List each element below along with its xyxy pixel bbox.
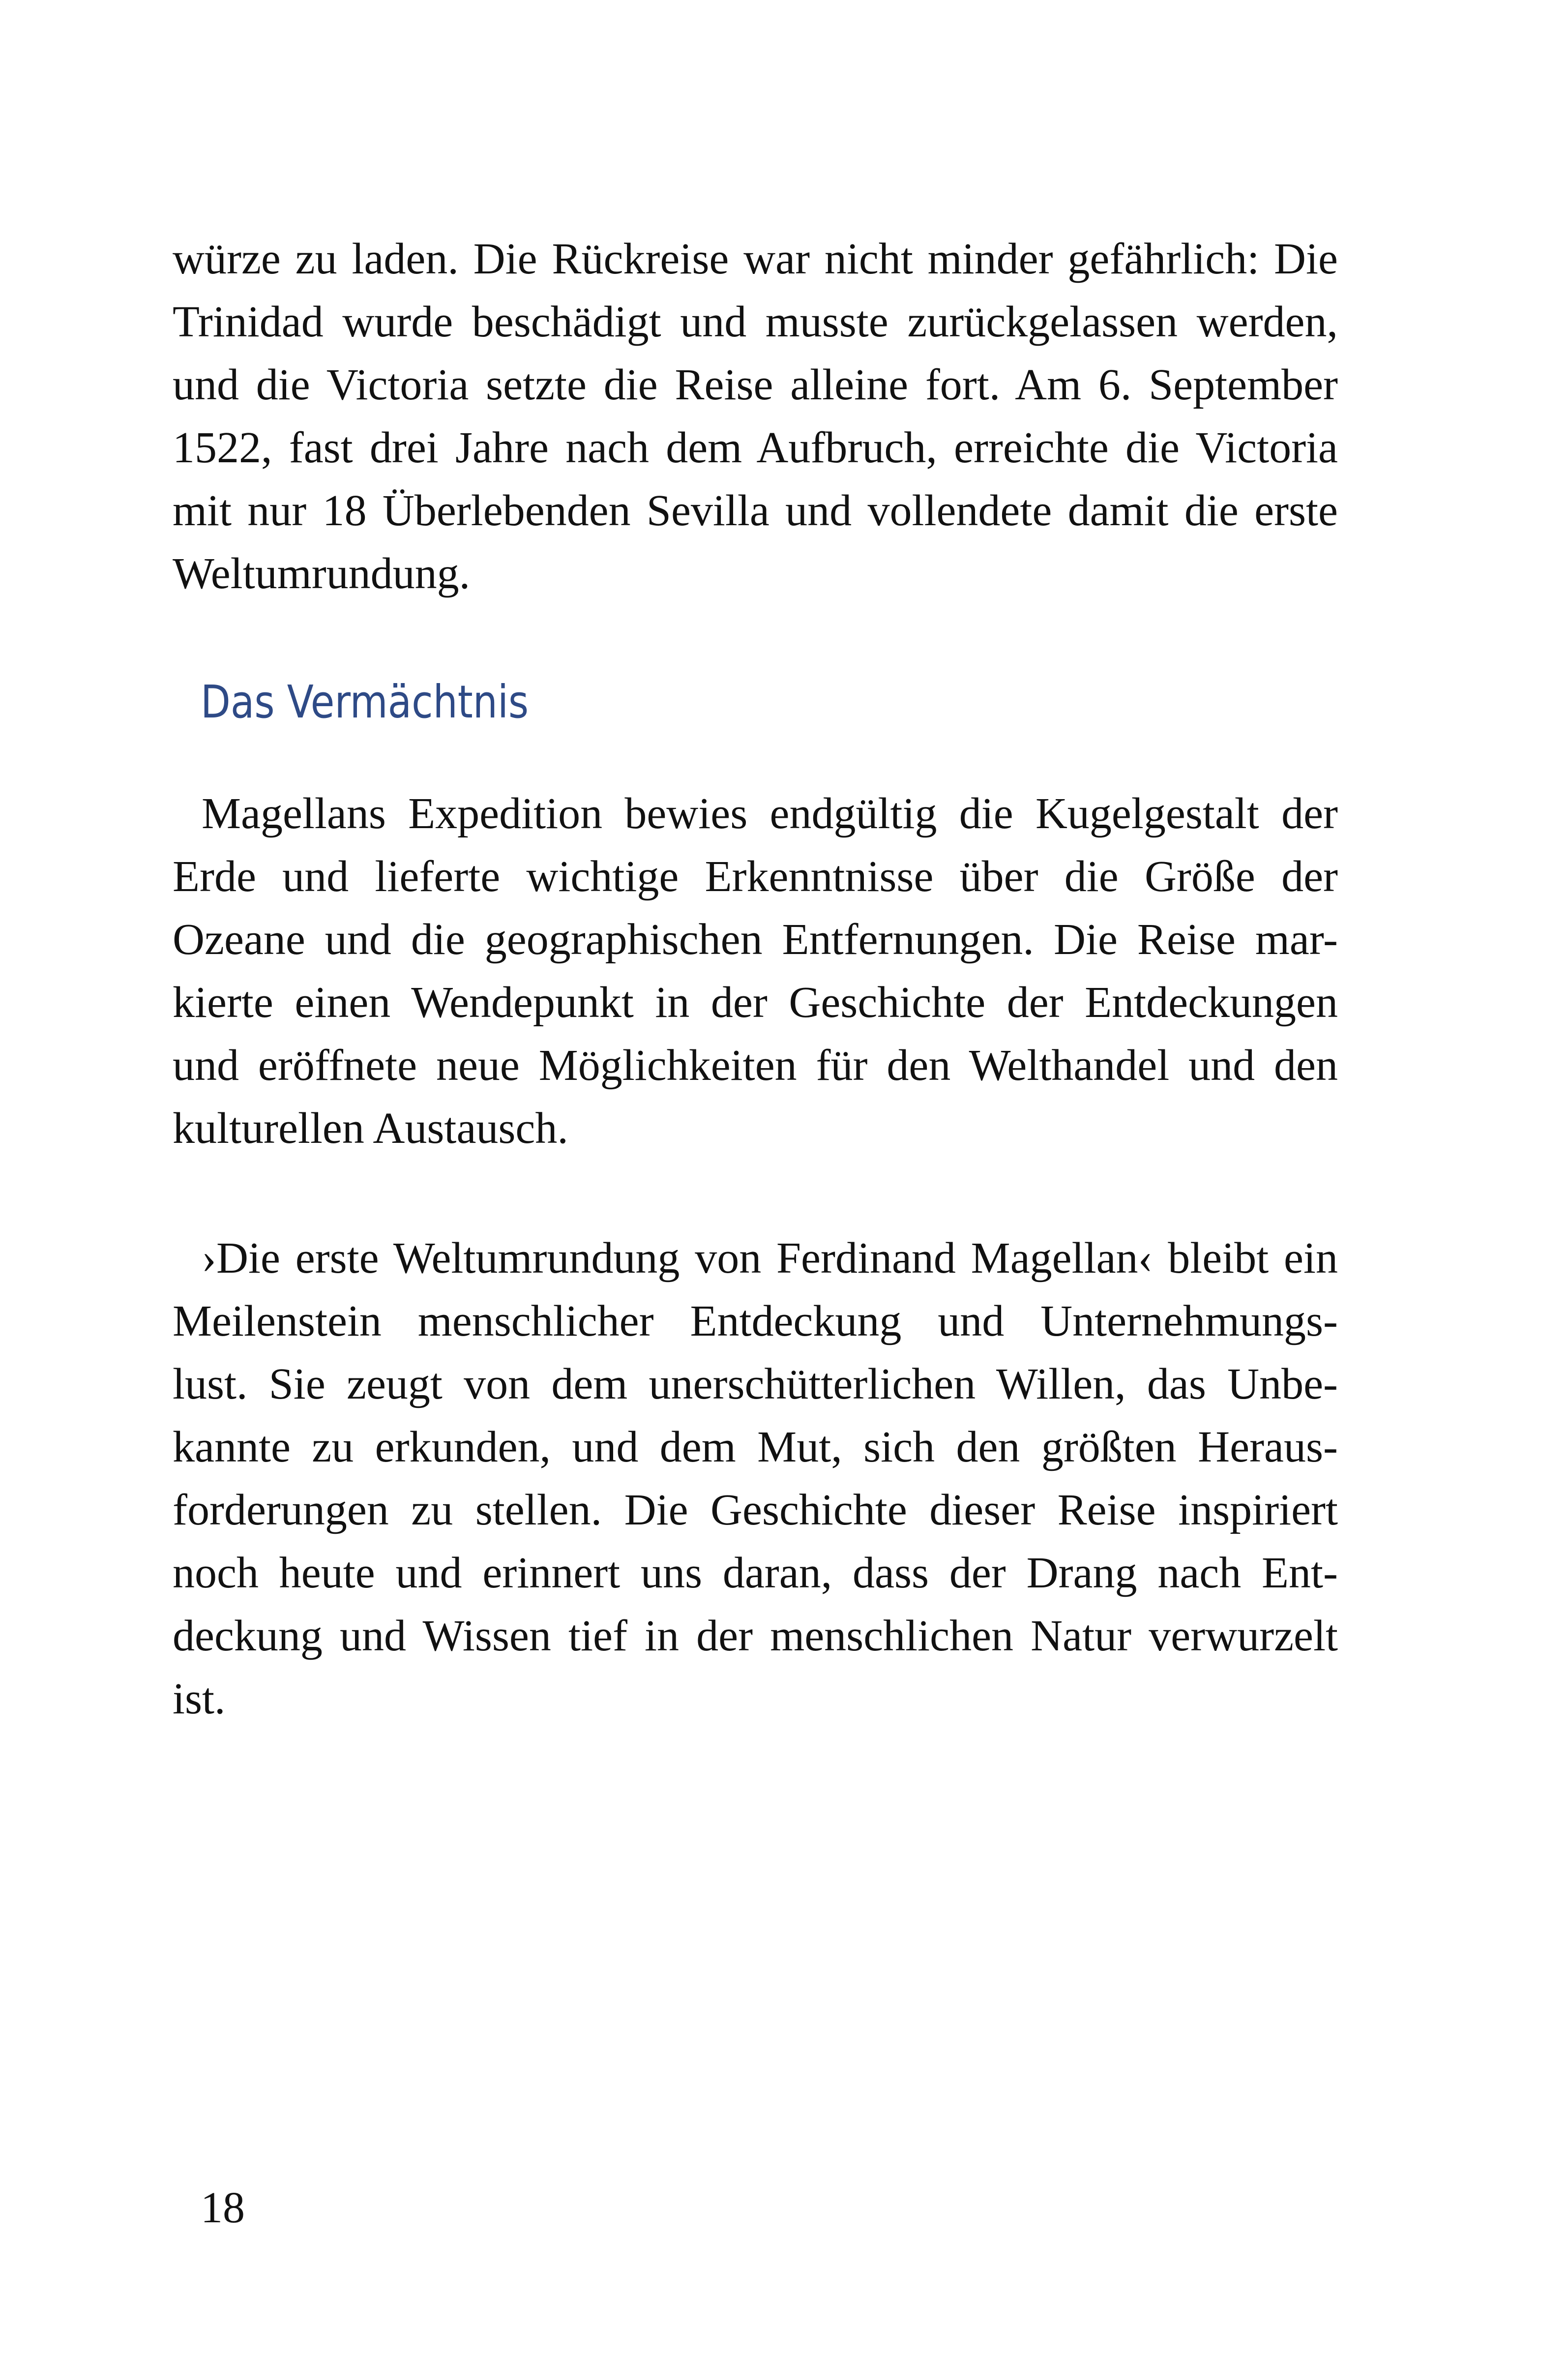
text-line: 1522, fast drei Jahre nach dem Aufbruch, erreichte die Victoria (173, 423, 1338, 472)
text-line: Erde und lieferte wichtige Erkenntnisse über die Größe der (173, 852, 1338, 901)
text-line: Magellans Expedition bewies endgültig die Kugelgestalt der (202, 789, 1338, 838)
text-line: kulturellen Austausch. (173, 1104, 568, 1153)
text-line: Meilenstein menschlicher Entdeckung und Unternehmungs- (173, 1297, 1338, 1345)
text-line: noch heute und erinnert uns daran, dass der Drang nach Ent- (173, 1549, 1338, 1597)
section-heading: Das Vermächtnis (201, 676, 529, 728)
text-line: ist. (173, 1674, 226, 1723)
text-line: forderungen zu stellen. Die Geschichte dieser Reise inspiriert (173, 1486, 1338, 1534)
text-line: deckung und Wissen tief in der menschlichen Natur verwurzelt (173, 1612, 1338, 1660)
text-line: Trinidad wurde beschädigt und musste zurückgelassen werden, (173, 298, 1338, 346)
page-number: 18 (201, 2183, 245, 2232)
text-line: würze zu laden. Die Rückreise war nicht minder gefährlich: Die (173, 235, 1338, 283)
text-line: kierte einen Wendepunkt in der Geschichte der Entdeckungen (173, 978, 1338, 1027)
text-line: kannte zu erkunden, und dem Mut, sich den größten Heraus- (173, 1423, 1338, 1471)
text-line: Ozeane und die geographischen Entfernungen. Die Reise mar- (173, 915, 1338, 964)
text-line: Weltumrundung. (173, 549, 471, 598)
text-line: lust. Sie zeugt von dem unerschütterlichen Willen, das Unbe- (173, 1360, 1338, 1408)
text-line: ›Die erste Weltumrundung von Ferdinand Magellan‹ bleibt ein (202, 1234, 1338, 1283)
text-line: und die Victoria setzte die Reise alleine fort. Am 6. September (173, 360, 1338, 409)
text-line: und eröffnete neue Möglichkeiten für den Welthandel und den (173, 1041, 1338, 1090)
text-line: mit nur 18 Überlebenden Sevilla und vollendete damit die erste (173, 486, 1338, 535)
